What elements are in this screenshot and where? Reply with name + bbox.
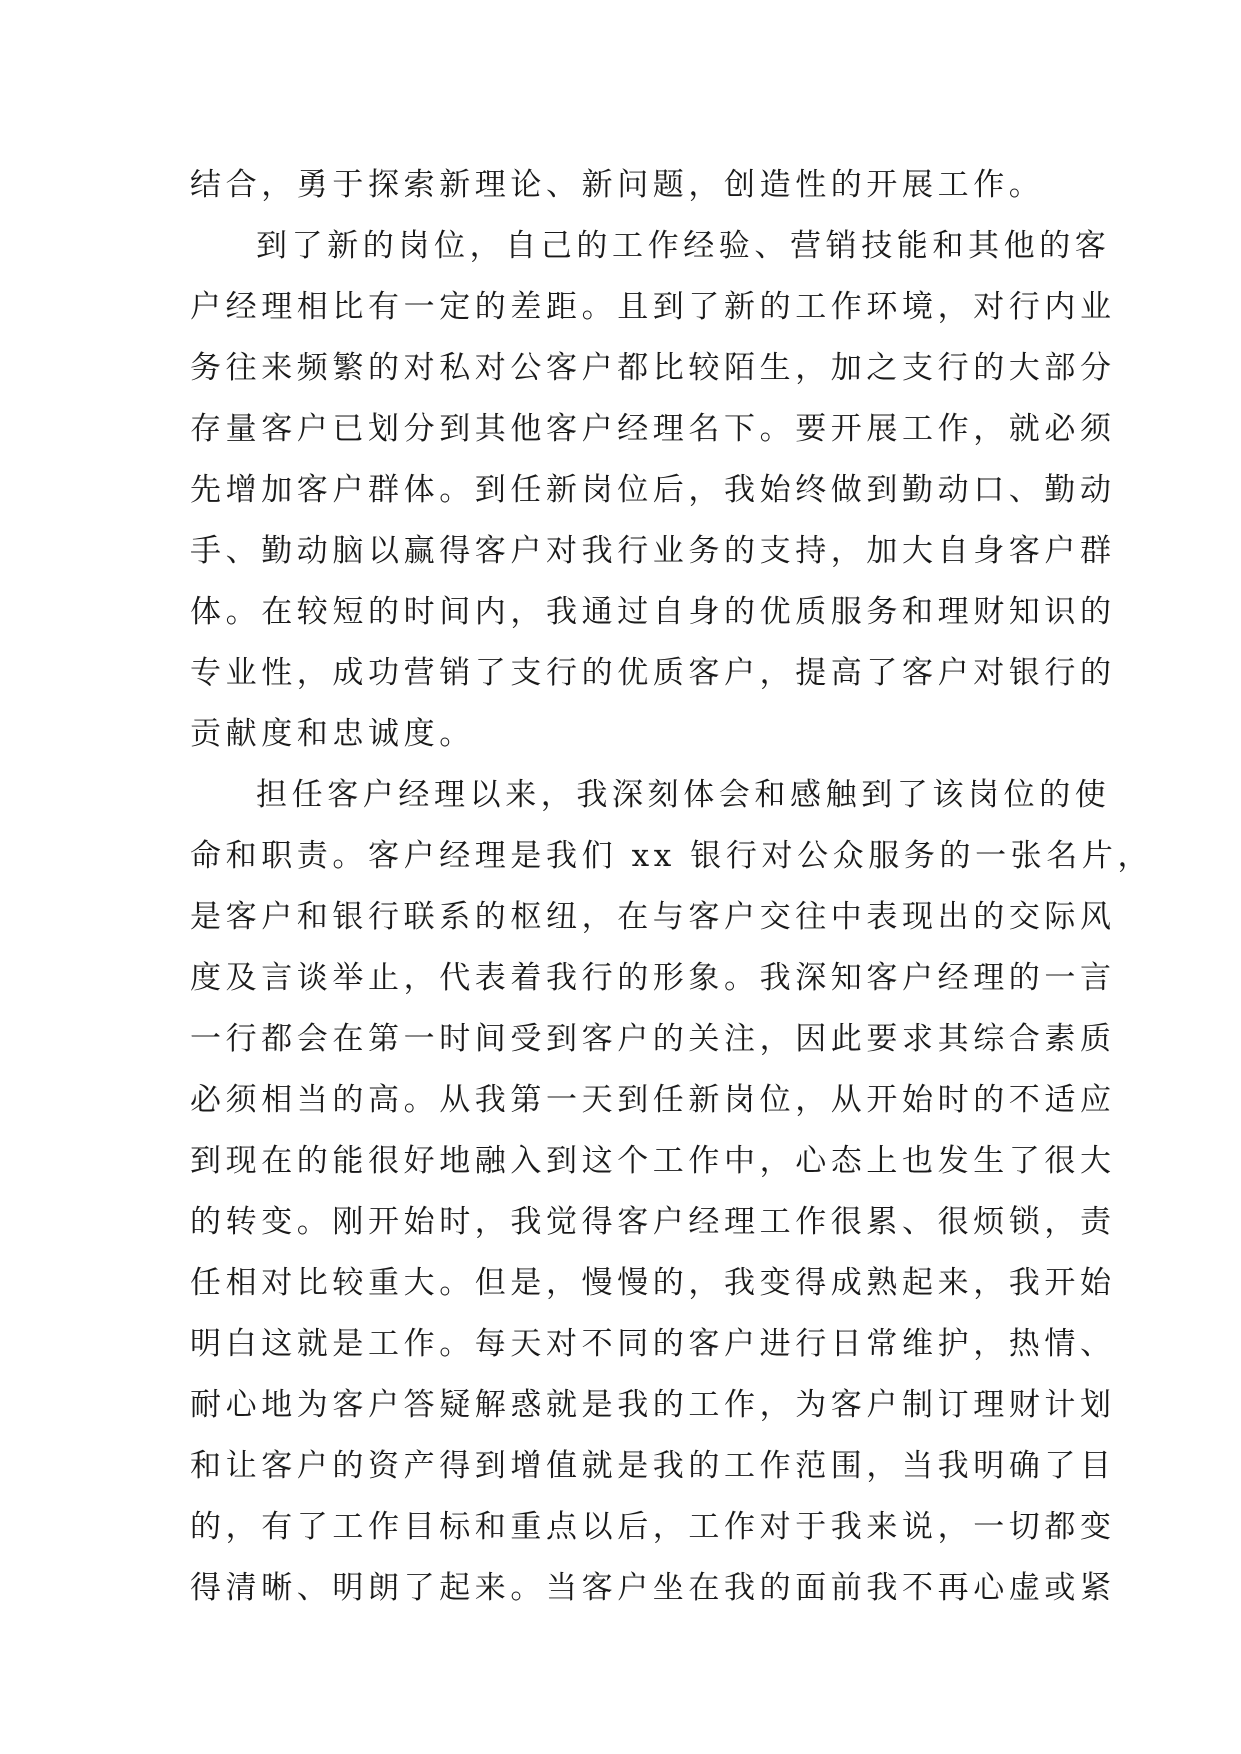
text-line: 命和职责。客户经理是我们 xx 银行对公众服务的一张名片， <box>190 838 1154 874</box>
text-line: 度及言谈举止，代表着我行的形象。我深知客户经理的一言 <box>190 960 1116 996</box>
text-line: 和让客户的资产得到增值就是我的工作范围，当我明确了目 <box>190 1448 1116 1484</box>
text-line: 存量客户已划分到其他客户经理名下。要开展工作，就必须 <box>190 411 1116 447</box>
text-line: 务往来频繁的对私对公客户都比较陌生，加之支行的大部分 <box>190 350 1116 386</box>
text-line: 得清晰、明朗了起来。当客户坐在我的面前我不再心虚或紧 <box>190 1570 1116 1606</box>
text-line: 体。在较短的时间内，我通过自身的优质服务和理财知识的 <box>190 594 1116 630</box>
text-line: 一行都会在第一时间受到客户的关注，因此要求其综合素质 <box>190 1021 1116 1057</box>
text-line: 耐心地为客户答疑解惑就是我的工作，为客户制订理财计划 <box>190 1387 1116 1423</box>
text-line: 任相对比较重大。但是，慢慢的，我变得成熟起来，我开始 <box>190 1265 1116 1301</box>
text-line: 先增加客户群体。到任新岗位后，我始终做到勤动口、勤动 <box>190 472 1116 508</box>
text-line: 到了新的岗位，自己的工作经验、营销技能和其他的客 <box>256 228 1111 264</box>
text-line: 担任客户经理以来，我深刻体会和感触到了该岗位的使 <box>256 777 1111 813</box>
text-line: 到现在的能很好地融入到这个工作中，心态上也发生了很大 <box>190 1143 1116 1179</box>
text-line: 结合，勇于探索新理论、新问题，创造性的开展工作。 <box>190 167 1045 203</box>
text-line: 专业性，成功营销了支行的优质客户，提高了客户对银行的 <box>190 655 1116 691</box>
text-line: 的，有了工作目标和重点以后，工作对于我来说，一切都变 <box>190 1509 1116 1545</box>
text-line: 是客户和银行联系的枢纽，在与客户交往中表现出的交际风 <box>190 899 1116 935</box>
text-line: 户经理相比有一定的差距。且到了新的工作环境，对行内业 <box>190 289 1116 325</box>
body-text <box>190 155 1154 1619</box>
text-line: 的转变。刚开始时，我觉得客户经理工作很累、很烦锁，责 <box>190 1204 1116 1240</box>
text-line: 必须相当的高。从我第一天到任新岗位，从开始时的不适应 <box>190 1082 1116 1118</box>
text-line: 手、勤动脑以赢得客户对我行业务的支持，加大自身客户群 <box>190 533 1116 569</box>
text-line: 贡献度和忠诚度。 <box>190 716 475 752</box>
text-line: 明白这就是工作。每天对不同的客户进行日常维护，热情、 <box>190 1326 1116 1362</box>
